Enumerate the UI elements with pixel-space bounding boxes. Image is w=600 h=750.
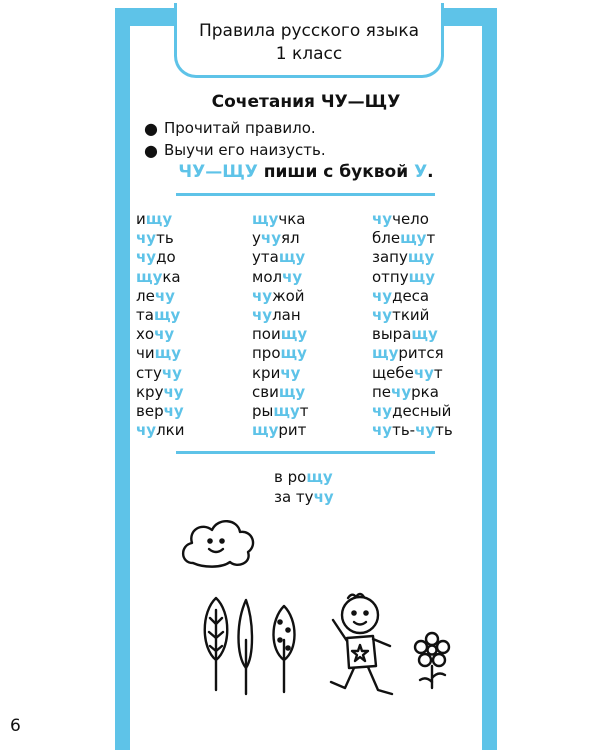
word-item: блещут (372, 229, 436, 248)
word-item: выращу (372, 325, 438, 344)
word-item: кричу (252, 363, 301, 382)
flower-icon (415, 633, 449, 688)
page-number: 6 (10, 716, 21, 736)
word-item: чуткий (372, 305, 430, 324)
word-item: лечу (136, 286, 175, 305)
child-icon (331, 594, 392, 694)
word-item: учуял (252, 229, 300, 248)
leaf-icon (239, 600, 253, 694)
word-item: печурка (372, 382, 439, 401)
word-item: кручу (136, 382, 184, 401)
word-item: чучело (372, 210, 429, 228)
word-item: щебечут (372, 363, 443, 382)
word-item: чулки (136, 421, 185, 440)
phrase-2: за тучу (274, 488, 334, 506)
word-item: верчу (136, 401, 184, 420)
word-item: чужой (252, 286, 305, 305)
cloud-icon (183, 521, 253, 566)
word-item: свищу (252, 382, 306, 401)
rule-highlight: ЧУ—ЩУ (178, 162, 258, 182)
word-item: щучка (252, 210, 306, 228)
rule-letter: У (414, 162, 428, 182)
word-item: поищу (252, 325, 308, 344)
word-item: чудеса (372, 286, 430, 305)
word-item: запущу (372, 248, 435, 267)
leaf-icon (205, 598, 228, 690)
header-title: Правила русского языка (198, 21, 420, 41)
word-item: чищу (136, 344, 181, 363)
word-item: прощу (252, 344, 307, 363)
word-item: молчу (252, 267, 303, 286)
word-item: чудесный (372, 401, 452, 420)
word-item: тащу (136, 305, 181, 324)
bullet-icon: ● (144, 140, 158, 160)
list-item: ● Прочитай правило. (144, 118, 316, 138)
word-item: чуть (136, 229, 174, 248)
word-item: щука (136, 267, 181, 286)
word-item: стучу (136, 363, 182, 382)
bullet-icon: ● (144, 118, 158, 138)
rule-statement: ЧУ—ЩУ пиши с буквой У. (178, 162, 434, 182)
word-item: утащу (252, 248, 306, 267)
header-grade: 1 класс (275, 44, 343, 64)
word-item: отпущу (372, 267, 435, 286)
word-item: чуть-чуть (372, 421, 453, 440)
word-item: рыщут (252, 401, 309, 420)
word-item: щурится (372, 344, 444, 363)
word-item: хочу (136, 325, 175, 344)
word-item: ищу (136, 210, 173, 228)
list-item: ● Выучи его наизусть. (144, 140, 326, 160)
section-heading: Сочетания ЧУ—ЩУ (211, 92, 401, 112)
rule-text: пиши с буквой (257, 162, 415, 182)
leaf-icon (274, 606, 295, 692)
word-item: чудо (136, 248, 176, 267)
word-item: чулан (252, 305, 301, 324)
phrase-1: в рощу (274, 468, 333, 486)
word-item: щурит (252, 421, 307, 440)
